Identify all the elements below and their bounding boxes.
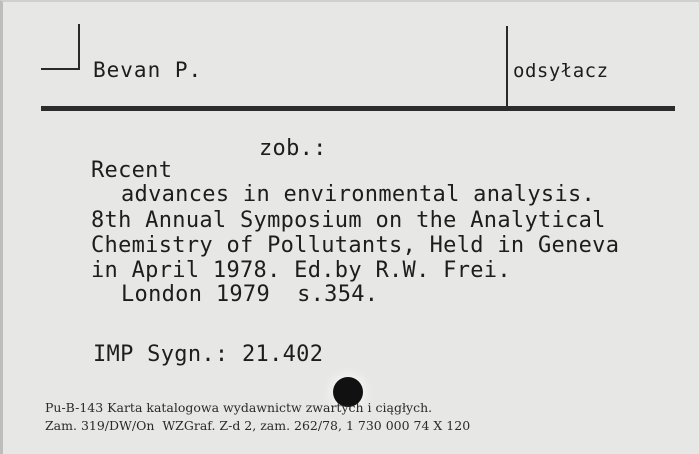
header-divider xyxy=(506,26,508,108)
call-number: IMP Sygn.: 21.402 xyxy=(93,342,324,367)
author-heading: Bevan P. xyxy=(93,58,203,82)
footer-form-line-1: Pu-B-143 Karta katalogowa wydawnictw zwartych i ciągłych. xyxy=(45,400,433,415)
card-type-label: odsyłacz xyxy=(513,60,609,82)
header-rule xyxy=(41,106,675,111)
title-line-2: advances in environmental analysis. xyxy=(121,182,596,207)
publication-line: London 1979 s.354. xyxy=(121,282,379,307)
title-line-3: 8th Annual Symposium on the Analytical xyxy=(91,208,606,233)
corner-mark xyxy=(78,24,80,70)
see-reference-marker: zob.: xyxy=(259,136,327,161)
footer-form-line-2: Zam. 319/DW/On WZGraf. Z-d 2, zam. 262/78, 1 730 000 74 X 120 xyxy=(45,418,471,433)
corner-mark-base xyxy=(41,68,80,70)
title-line-1: Recent xyxy=(91,158,173,183)
title-line-4: Chemistry of Pollutants, Held in Geneva xyxy=(91,233,620,258)
title-line-5: in April 1978. Ed.by R.W. Frei. xyxy=(91,258,511,283)
